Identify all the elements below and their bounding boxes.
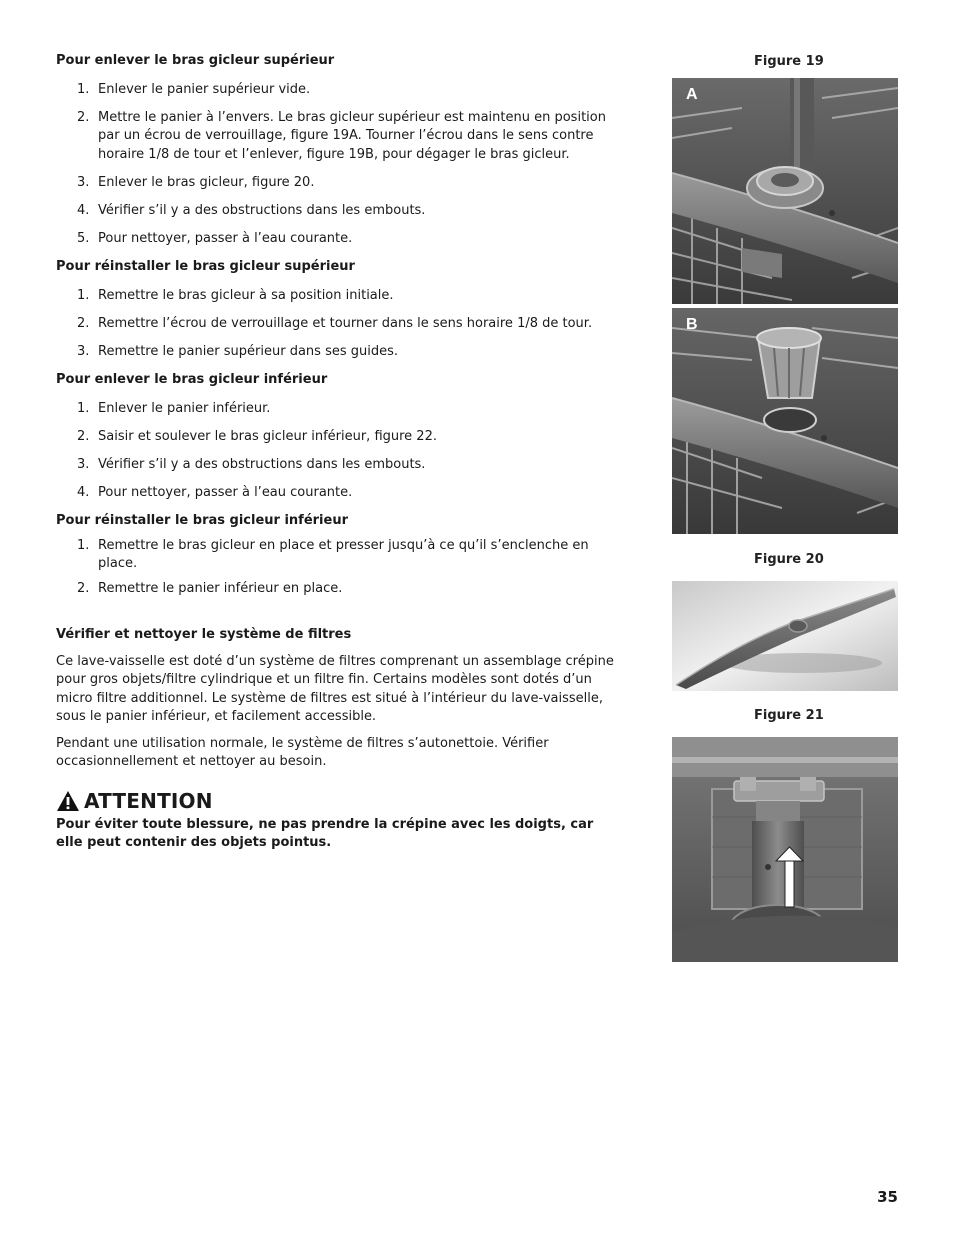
filters-paragraph-2: Pendant une utilisation normale, le système de filtres s’autonettoie. Vérifier occasionnellement et nettoyer au besoin.: [56, 735, 549, 769]
list-item: 1. Remettre le bras gicleur en place et presser jusqu’à ce qu’il s’enclenche en place.: [77, 537, 589, 571]
list-item: 1. Remettre le bras gicleur à sa position initiale.: [77, 287, 394, 303]
figure-19a-photo: [672, 78, 898, 304]
section-heading-filters: Vérifier et nettoyer le système de filtres: [56, 627, 352, 642]
list-item: 5. Pour nettoyer, passer à l’eau courante.: [77, 230, 353, 246]
steps-remove-lower-arm: [56, 400, 616, 503]
figure-19b-photo: [672, 308, 898, 534]
section-heading-remove-upper-arm: Pour enlever le bras gicleur supérieur: [56, 53, 335, 68]
figure-20-caption: Figure 20: [754, 552, 824, 567]
list-item: 3. Remettre le panier supérieur dans ses guides.: [77, 343, 399, 359]
section-heading-remove-lower-arm: Pour enlever le bras gicleur inférieur: [56, 372, 328, 387]
instructions-column: [56, 52, 616, 853]
attention-text: Pour éviter toute blessure, ne pas prendre la crépine avec les doigts, car elle peut contenir des objets pointus.: [56, 816, 594, 850]
figure-20-photo: [672, 581, 898, 691]
figure-21-caption: Figure 21: [754, 708, 824, 723]
list-item: 2. Remettre le panier inférieur en place.: [77, 580, 343, 596]
attention-box: [56, 790, 616, 853]
figure-21-photo: [672, 737, 898, 962]
figure-19-caption: Figure 19: [754, 54, 824, 69]
attention-heading: [56, 790, 616, 812]
steps-reinstall-lower-arm: [56, 537, 616, 599]
list-item: 4. Pour nettoyer, passer à l’eau courante.: [77, 484, 353, 500]
list-item: 4. Vérifier s’il y a des obstructions dans les embouts.: [77, 202, 426, 218]
attention-title: ATTENTION: [84, 788, 213, 813]
steps-reinstall-upper-arm: [56, 287, 616, 362]
filters-paragraph-1: Ce lave-vaisselle est doté d’un système de filtres comprenant un assemblage crépine pour gros objets/filtre cylindrique et un filtre fin. Certains modèles sont dotés d’un micro filtre additionnel. Le système de filtres est situé à l’intérieur du lave-vaisselle, sous le panier inférieur, et facilement accessible.: [56, 653, 614, 724]
figure-19b-letter: B: [686, 316, 698, 333]
list-item: 1. Enlever le panier supérieur vide.: [77, 81, 311, 97]
section-heading-reinstall-upper-arm: Pour réinstaller le bras gicleur supérieur: [56, 259, 355, 274]
page-number: 35: [877, 1188, 898, 1206]
warning-triangle-icon: [56, 790, 80, 812]
list-item: 2. Saisir et soulever le bras gicleur inférieur, figure 22.: [77, 428, 437, 444]
list-item: 3. Vérifier s’il y a des obstructions dans les embouts.: [77, 456, 426, 472]
list-item: 3. Enlever le bras gicleur, figure 20.: [77, 174, 315, 190]
list-item: 2. Mettre le panier à l’envers. Le bras gicleur supérieur est maintenu en position par un écrou de verrouillage, figure 19A. Tourner l’écrou dans le sens contre horaire 1/8 de tour et l’enlever, figure 19B, pour dégager le bras gicleur.: [77, 109, 606, 162]
figure-19a-letter: A: [686, 86, 698, 103]
list-item: 2. Remettre l’écrou de verrouillage et tourner dans le sens horaire 1/8 de tour.: [77, 315, 593, 331]
list-item: 1. Enlever le panier inférieur.: [77, 400, 271, 416]
steps-remove-upper-arm: [56, 81, 616, 249]
section-heading-reinstall-lower-arm: Pour réinstaller le bras gicleur inférieur: [56, 513, 348, 528]
